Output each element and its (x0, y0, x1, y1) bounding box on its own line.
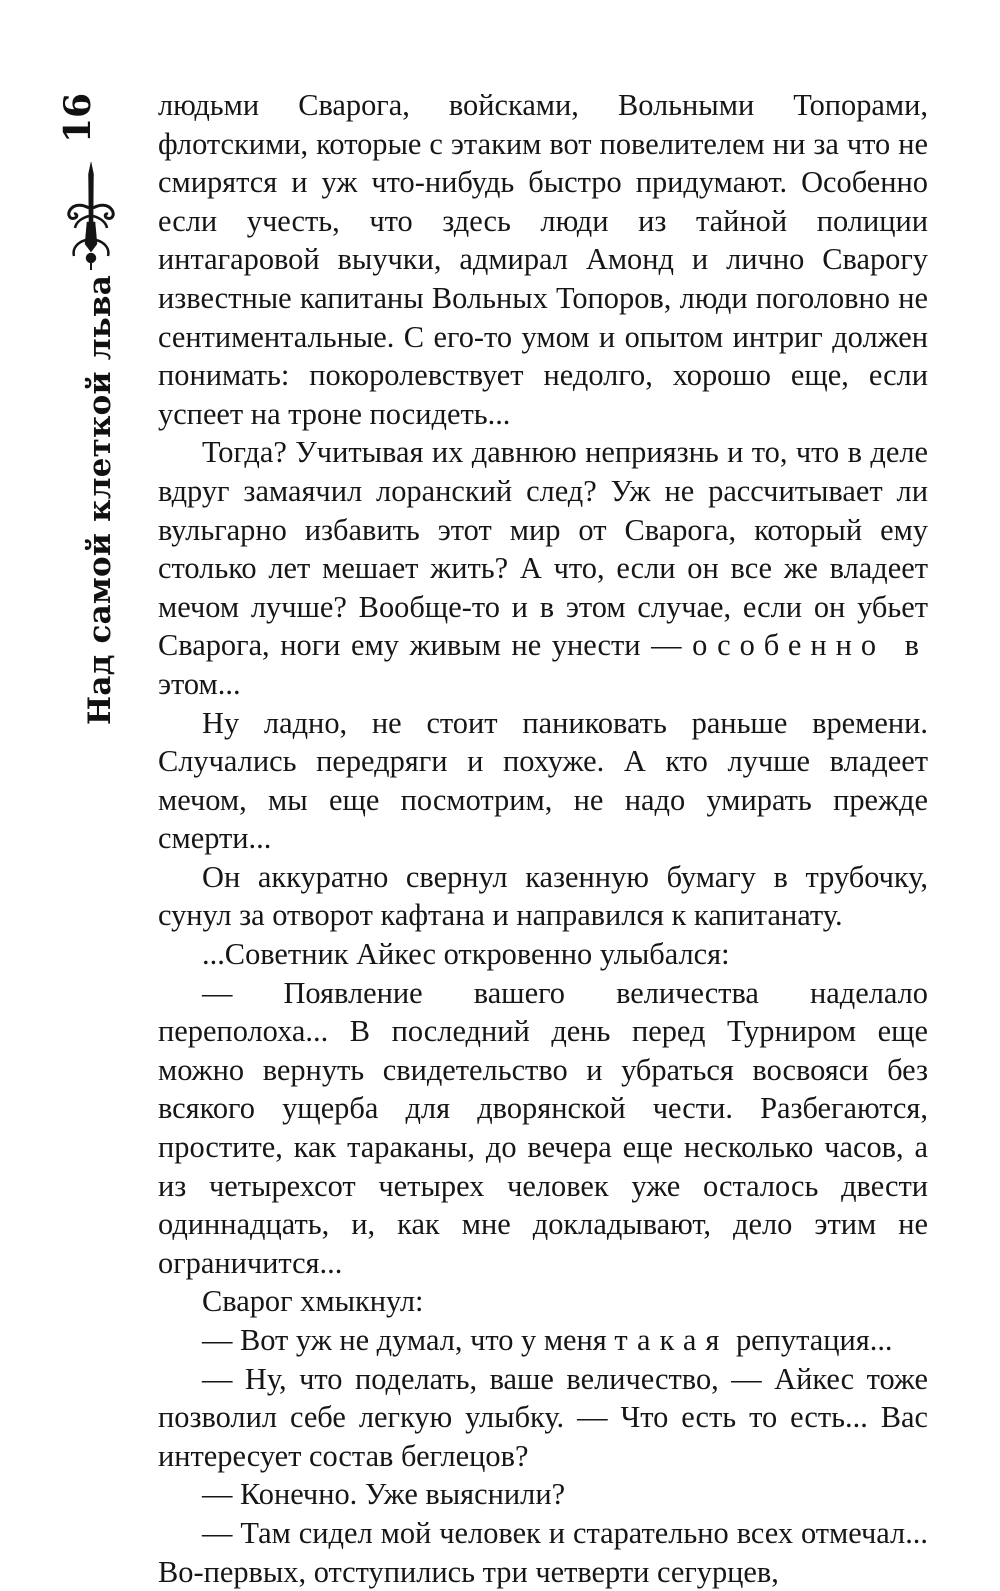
paragraph: — Появление вашего величества наделало переполоха... В последний день перед Турниром еще можно вернуть свидетельство и убраться восвояси без всякого ущерба для дворянской чести. Разбегаются, простите, как тараканы, до вечера еще несколько часов, а из четырехсот четырех человек уже осталось двести одиннадцать, и, как мне докладывают, дело этим не ограничится... (158, 975, 928, 1280)
paragraph: — Там сидел мой человек и старательно всех отмечал... Во-первых, отступились три четверти сегурцев, (158, 1515, 928, 1589)
paragraph: Он аккуратно свернул казенную бумагу в трубочку, сунул за отворот кафтана и направился к капитанату. (158, 859, 928, 933)
paragraph-text: Тогда? Учитывая их давнюю неприязнь и то, что в деле вдруг замаячил лоранский след? Уж не рассчитывает ли вульгарно избавить этот мир от Сварога, который ему столько лет мешает жить? А что, если он все же владеет мечом лучше? Вообще-то и в этом случае, если он убьет Сварога, ноги ему живым не унести — (158, 435, 928, 663)
paragraph: людьми Сварога, войсками, Вольными Топорами, флотскими, которые с этаким вот повелителем ни за что не смирятся и уж что-нибудь быстро придумают. Особенно если учесть, что здесь люди из тайной полиции интагаровой выучки, адмирал Амонд и лично Сварогу известные капитаны Вольных Топоров, люди поголовно не сентиментальные. С его-то умом и опытом интриг должен понимать: покоролевствует недолго, хорошо еще, если успеет на троне посидеть... (158, 88, 928, 431)
paragraph: ...Советник Айкес откровенно улыбался: (202, 937, 730, 972)
spaced-emphasis: особенно в (692, 628, 929, 663)
ornamental-sword-icon (60, 160, 122, 270)
page-number: 16 (57, 92, 99, 144)
paragraph: Сварог хмыкнул: (202, 1284, 424, 1319)
paragraph-text: репутация... (735, 1323, 893, 1357)
spaced-emphasis: такая (614, 1323, 729, 1357)
paragraph-text: этом... (158, 666, 241, 701)
paragraph (158, 1321, 928, 1360)
paragraph: — Конечно. Уже выяснили? (202, 1477, 566, 1512)
paragraph (158, 433, 928, 703)
body-text (158, 86, 928, 1591)
paragraph: — Ну, что поделать, ваше величество, — Айкес тоже позволил себе легкую улыбку. — Что есть то есть... Вас интересует состав беглецов? (158, 1361, 928, 1473)
running-title: Над самой клеткой льва (82, 274, 118, 726)
paragraph: Ну ладно, не стоит паниковать раньше времени. Случались передряги и похуже. А кто лучше владеет мечом, мы еще посмотрим, не надо умирать прежде смерти... (158, 705, 928, 856)
paragraph-text: — Вот уж не думал, что у меня (202, 1323, 607, 1357)
